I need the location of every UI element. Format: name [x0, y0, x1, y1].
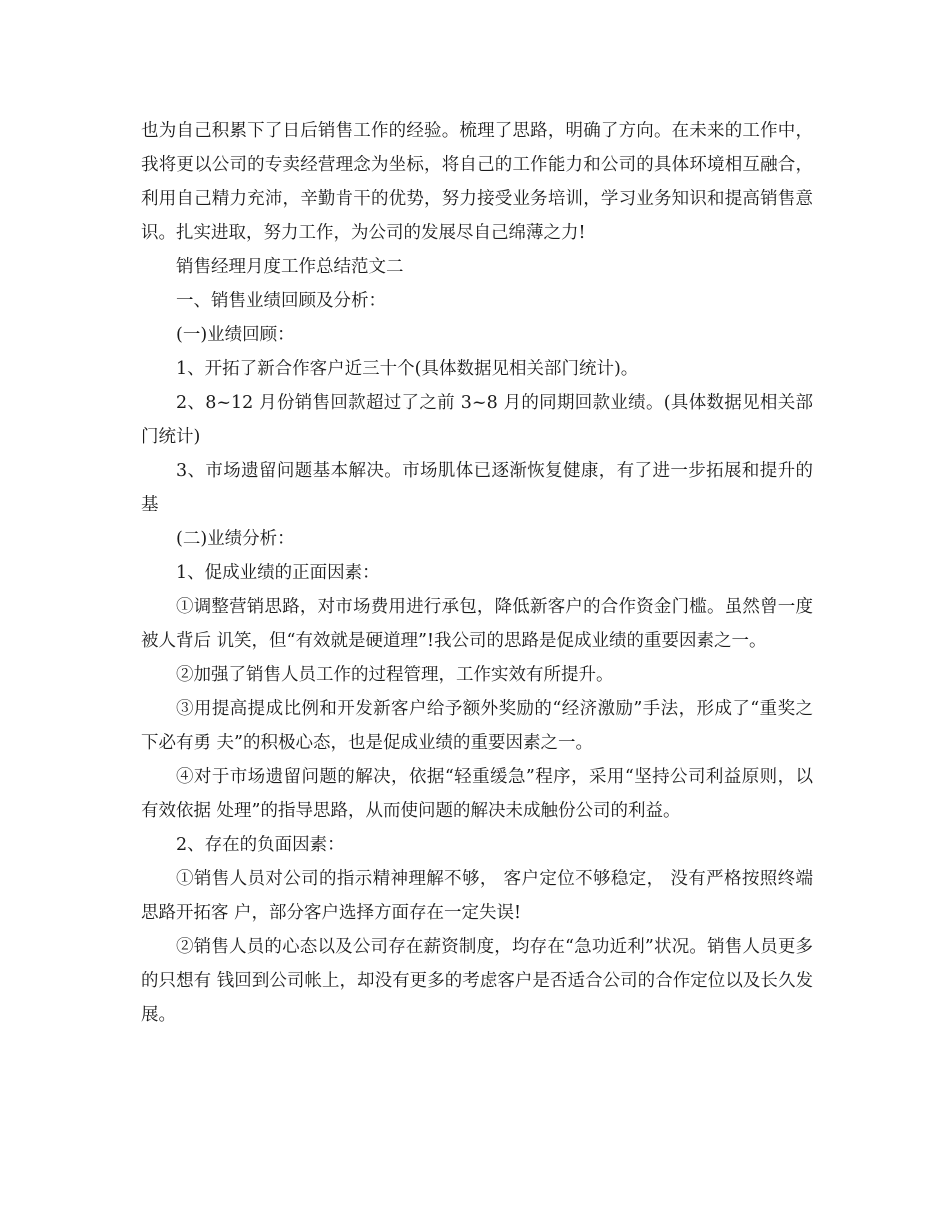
list-item: ①销售人员对公司的指示精神理解不够， 客户定位不够稳定， 没有严格按照终端思路开拓客 户，部分客户选择方面存在一定失误!	[141, 869, 813, 923]
list-item: 2、8~12 月份销售回款超过了之前 3~8 月的同期回款业绩。(具体数据见相关部门统计)	[141, 393, 813, 447]
subheading-performance-review: (一)业绩回顾：	[176, 325, 295, 345]
document-body	[141, 114, 813, 1032]
list-item: 1、开拓了新合作客户近三十个(具体数据见相关部门统计)。	[176, 359, 639, 379]
subheading-performance-analysis: (二)业绩分析：	[176, 529, 295, 549]
heading-negative-factors: 2、存在的负面因素：	[176, 835, 345, 855]
heading-sales-review: 一、销售业绩回顾及分析：	[176, 291, 386, 311]
list-item: ②加强了销售人员工作的过程管理，工作实效有所提升。	[176, 665, 614, 685]
heading-positive-factors: 1、促成业绩的正面因素：	[176, 563, 380, 583]
section-title: 销售经理月度工作总结范文二	[176, 257, 404, 277]
list-item: ④对于市场遗留问题的解决，依据“轻重缓急”程序，采用“坚持公司利益原则，以有效依据 处理”的指导思路，从而使问题的解决未成触份公司的利益。	[141, 767, 813, 821]
list-item: ②销售人员的心态以及公司存在薪资制度，均存在“急功近利”状况。销售人员更多的只想有 钱回到公司帐上，却没有更多的考虑客户是否适合公司的合作定位以及长久发展。	[141, 937, 813, 1025]
list-item: 3、市场遗留问题基本解决。市场肌体已逐渐恢复健康，有了进一步拓展和提升的基	[141, 461, 813, 515]
list-item: ③用提高提成比例和开发新客户给予额外奖励的“经济激励”手法，形成了“重奖之下必有勇 夫”的积极心态，也是促成业绩的重要因素之一。	[141, 699, 813, 753]
list-item: ①调整营销思路，对市场费用进行承包，降低新客户的合作资金门槛。虽然曾一度被人背后 讥笑，但“有效就是硬道理”!我公司的思路是促成业绩的重要因素之一。	[141, 597, 813, 651]
paragraph-continuation: 也为自己积累下了日后销售工作的经验。梳理了思路，明确了方向。在未来的工作中，我将更以公司的专卖经营理念为坐标，将自己的工作能力和公司的具体环境相互融合，利用自己精力充沛，辛勤肯干的优势，努力接受业务培训，学习业务知识和提高销售意识。扎实进取，努力工作，为公司的发展尽自己绵薄之力!	[141, 121, 813, 243]
